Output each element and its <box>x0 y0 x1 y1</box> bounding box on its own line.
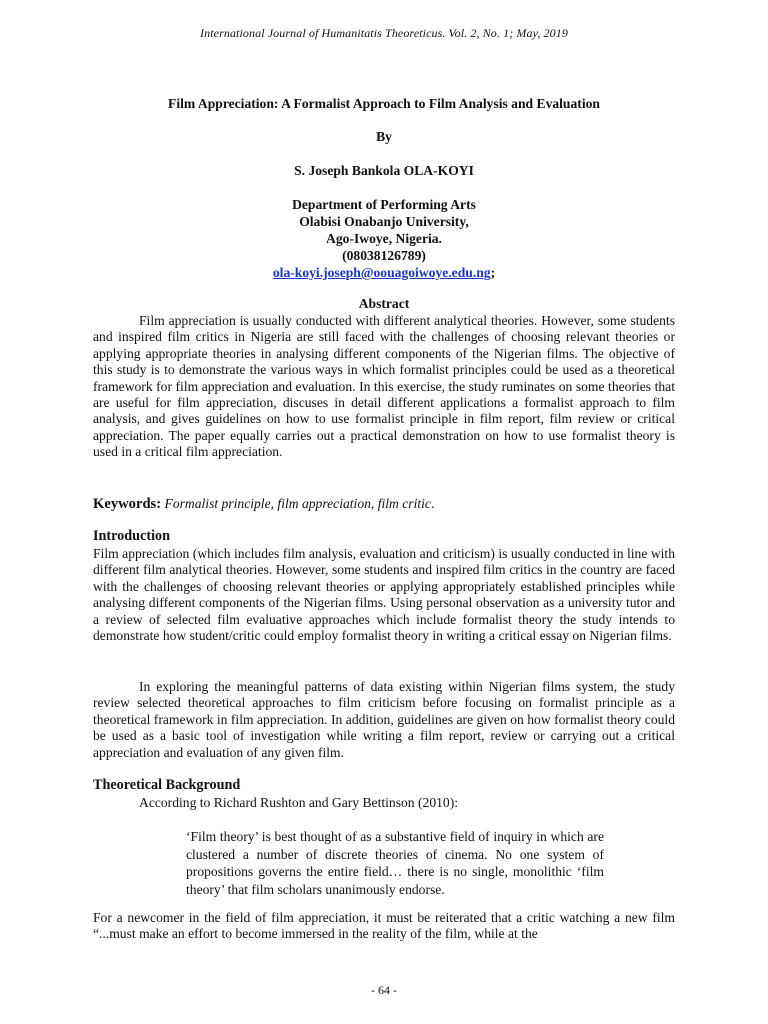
introduction-paragraph-2 <box>93 679 675 761</box>
introduction-heading: Introduction <box>93 528 170 544</box>
lead-text: According to Richard Rushton and Gary Bettinson (2010): <box>139 795 459 810</box>
keywords-end: . <box>430 496 435 511</box>
abstract-heading: Abstract <box>358 296 410 311</box>
by-line: By <box>376 129 392 144</box>
abstract-body <box>93 313 675 461</box>
phone-number: (08038126789) <box>342 248 426 263</box>
block-quote: ‘Film theory’ is best thought of as a substantive field of inquiry in which are clustered a number of discrete theories of cinema. No one system of propositions governs the entire field… there is no single, monolithic ‘film theory’ that film scholars unanimously endorse. <box>186 829 604 897</box>
journal-header: International Journal of Humanitatis Theoreticus. Vol. 2, No. 1; May, 2019 <box>200 26 568 40</box>
location: Ago-Iwoye, Nigeria. <box>326 231 442 246</box>
theoretical-background-heading: Theoretical Background <box>93 777 241 793</box>
page-number: - 64 - <box>371 983 397 997</box>
introduction-text-1: Film appreciation (which includes film analysis, evaluation and criticism) is usually conducted in line with different film analytical theories. However, some students and inspired film critics in the country are faced with the challenges of choosing relevant theories or applying appropriately established principles while analysing different components of the Nigerian films. Using personal observation as a university tutor and a review of selected film evaluative approaches which include formalist theory the study intends to demonstrate how student/critic could employ formalist theory in writing a critical essay on Nigerian films. <box>93 546 675 644</box>
department: Department of Performing Arts <box>292 197 476 212</box>
paper-title: Film Appreciation: A Formalist Approach to Film Analysis and Evaluation <box>168 96 600 111</box>
email-link[interactable]: ola-koyi.joseph@oouagoiwoye.edu.ng <box>272 265 491 280</box>
theoretical-background-lead <box>93 795 675 811</box>
keywords-line <box>93 496 675 512</box>
keywords-label: Keywords: <box>93 496 162 512</box>
email-suffix: ; <box>490 265 496 280</box>
author-affiliation <box>0 196 768 281</box>
introduction-text-2: In exploring the meaningful patterns of data existing within Nigerian films system, the study review selected theoretical approaches to film criticism before focusing on formalist principle as a theoretical framework in film appreciation. In addition, guidelines are given on how formalist theory could be used as a basic tool of investigation while writing a film report, review or carrying out a critical appreciation and evaluation of any given film. <box>93 679 675 760</box>
closing-text: For a newcomer in the field of film appreciation, it must be reiterated that a critic watching a new film “...must make an effort to become immersed in the reality of the film, while at the <box>93 910 675 942</box>
university: Olabisi Onabanjo University, <box>299 214 469 229</box>
introduction-paragraph-1 <box>93 546 675 644</box>
author-name: S. Joseph Bankola OLA-KOYI <box>294 163 474 178</box>
email-line <box>0 264 768 281</box>
keywords-list: Formalist principle, film appreciation, film critic <box>164 496 431 511</box>
abstract-paragraph: Film appreciation is usually conducted with different analytical theories. However, some students and inspired film critics in Nigeria are still faced with the challenges of choosing relevant theories or applying appropriate theories in analysing different components of the Nigerian films. The objective of this study is to demonstrate the various ways in which formalist principles could be used as a theoretical framework for film appreciation and evaluation. In this exercise, the study ruminates on some theories that are useful for film appreciation, discuses in detail different applications a formalist approach to film analysis, and gives guidelines on how to use formalist principle in film report, film review or critical appreciation. The paper equally carries out a practical demonstration on how to use formalist theory is used in a critical film appreciation. <box>93 313 675 460</box>
closing-paragraph <box>93 910 675 943</box>
